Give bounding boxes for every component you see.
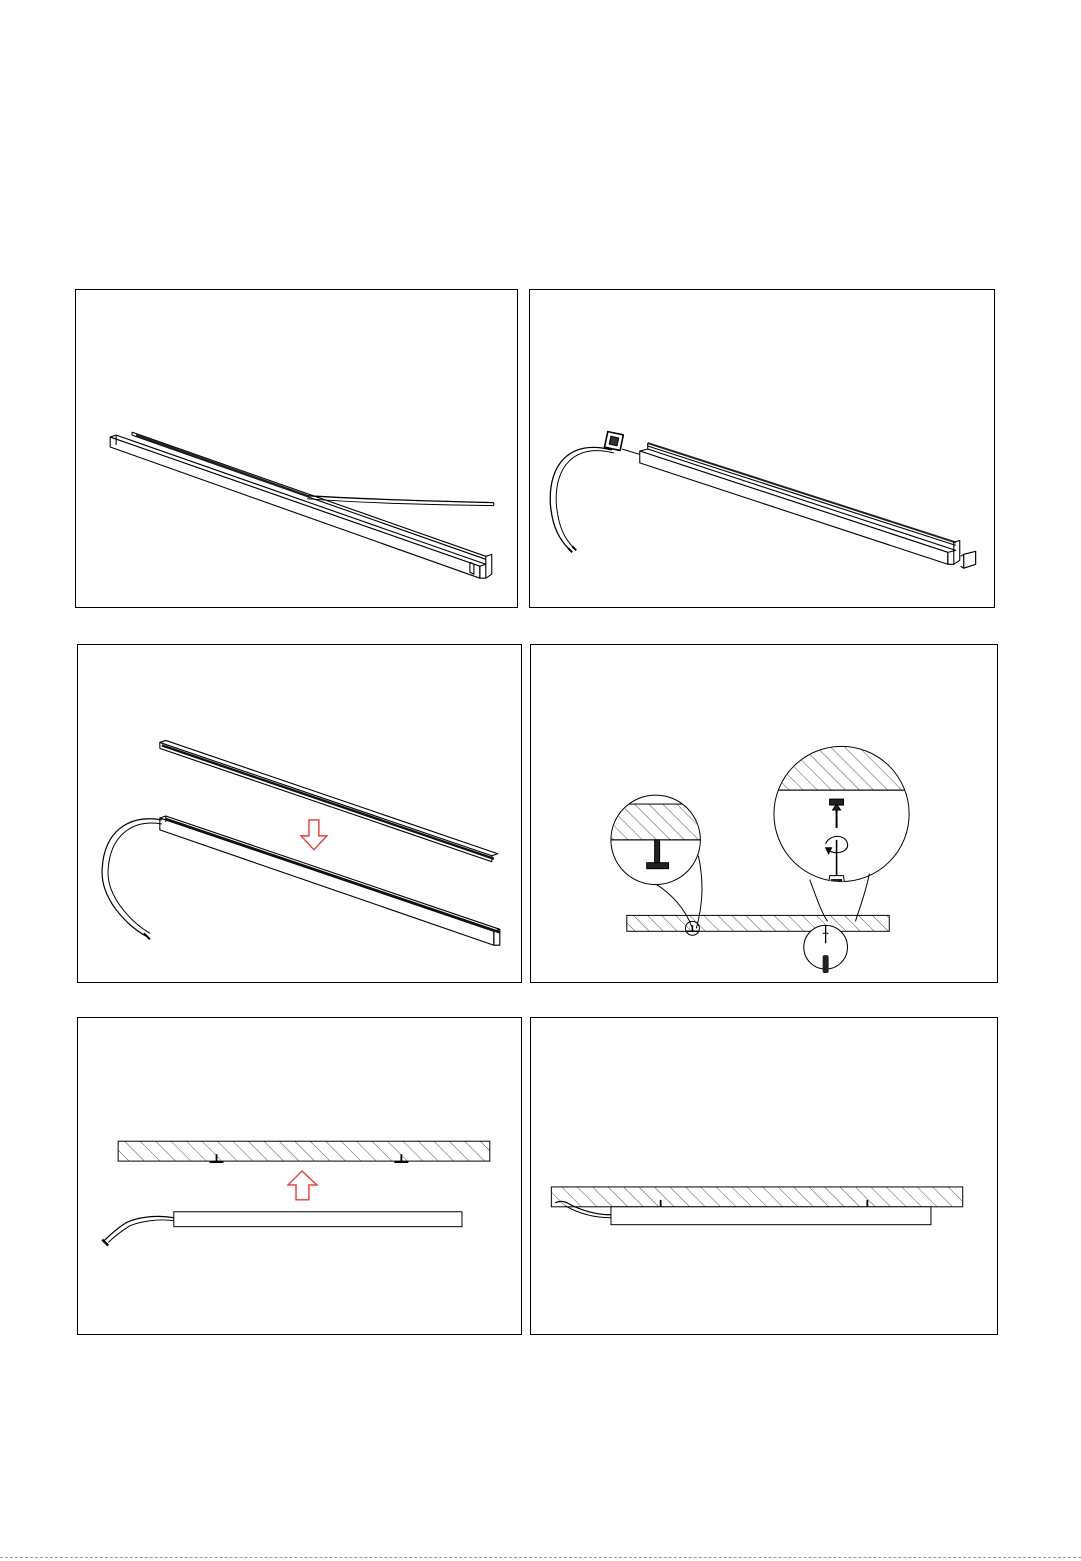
led-strip-into-profile-icon <box>76 290 517 607</box>
lift-profile-to-ceiling-icon <box>78 1018 521 1334</box>
step-5-panel <box>77 1017 522 1335</box>
step-4-panel <box>530 644 998 983</box>
step-1-panel <box>75 289 518 608</box>
diffuser-cover-icon <box>78 645 521 982</box>
step-6-panel <box>530 1017 998 1335</box>
page-bottom-edge <box>0 1557 1081 1558</box>
step-2-panel <box>529 289 995 608</box>
down-arrow-icon <box>301 820 327 850</box>
screw-clip-mounting-icon <box>531 645 997 982</box>
up-arrow-icon <box>288 1171 317 1200</box>
mounted-profile-icon <box>531 1018 997 1334</box>
step-3-panel <box>77 644 522 983</box>
end-caps-and-cable-icon <box>530 290 994 607</box>
